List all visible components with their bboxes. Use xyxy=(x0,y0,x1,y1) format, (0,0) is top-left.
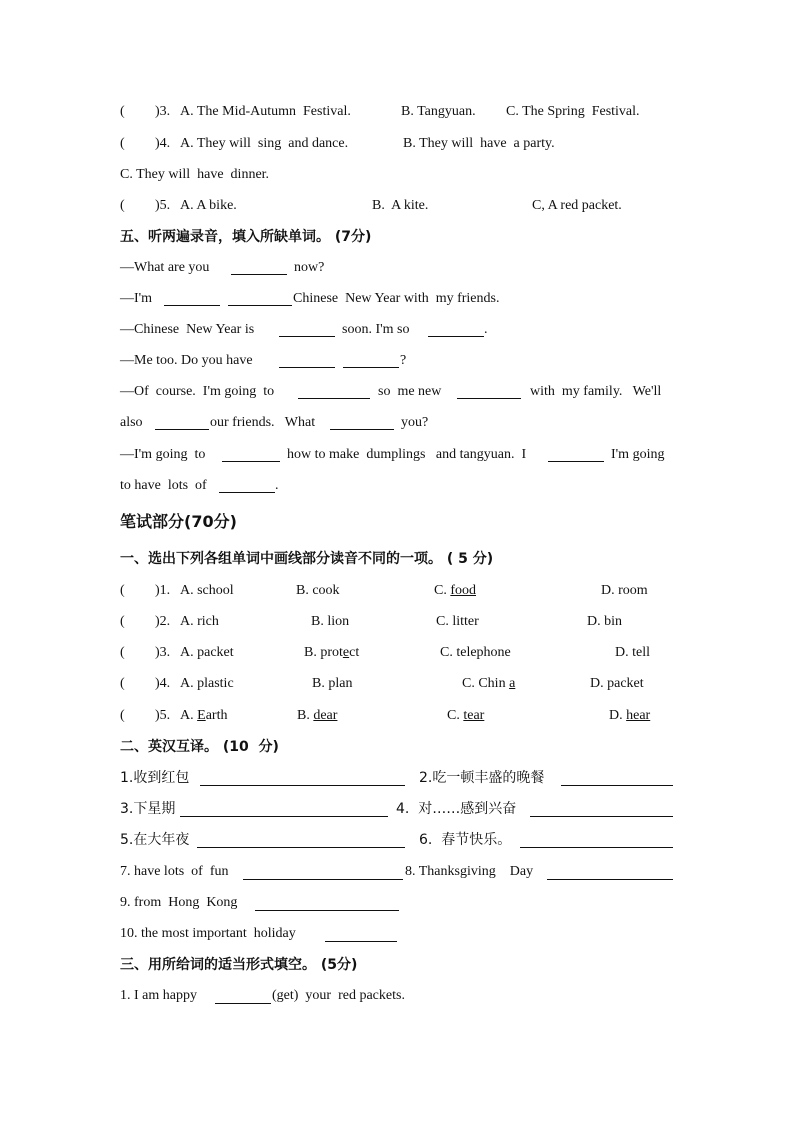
fill-question: (get) your red packets. xyxy=(272,988,405,1003)
dialog-line: also xyxy=(120,415,143,430)
answer-line[interactable] xyxy=(180,816,388,817)
question-number: )1. xyxy=(155,583,171,598)
option-c: C. tear xyxy=(447,708,485,723)
option-a: A. plastic xyxy=(180,676,234,691)
question-number: )3. xyxy=(155,104,171,119)
option-a: A. A bike. xyxy=(180,198,237,213)
dialog-line: soon. I'm so xyxy=(342,322,410,337)
translation-item: 6. 春节快乐。 xyxy=(419,832,512,848)
blank-line[interactable] xyxy=(548,461,604,462)
dialog-line: . xyxy=(275,478,279,493)
paren-open: ( xyxy=(120,645,125,660)
blank-line[interactable] xyxy=(428,336,484,337)
option-b: B. cook xyxy=(296,583,340,598)
option-d: D. room xyxy=(601,583,648,598)
option-b: B. dear xyxy=(297,708,338,723)
translation-item: 8. Thanksgiving Day xyxy=(405,864,534,879)
paren-open: ( xyxy=(120,583,125,598)
blank-line[interactable] xyxy=(231,274,287,275)
section-title: 五、听两遍录音，填入所缺单词。 (7分) xyxy=(120,229,372,245)
dialog-line: to have lots of xyxy=(120,478,207,493)
dialog-line: ? xyxy=(400,353,407,368)
blank-line[interactable] xyxy=(155,429,209,430)
translation-item: 3.下星期 xyxy=(120,801,176,817)
translation-item: 7. have lots of fun xyxy=(120,864,229,879)
translation-item: 1.收到红包 xyxy=(120,770,190,786)
dialog-line: so me new xyxy=(378,384,442,399)
translation-item: 9. from Hong Kong xyxy=(120,895,238,910)
translation-item: 5.在大年夜 xyxy=(120,832,190,848)
paren-open: ( xyxy=(120,136,125,151)
option-c: C. The Spring Festival. xyxy=(506,104,640,119)
blank-line[interactable] xyxy=(457,398,521,399)
translation-item: 2.吃一顿丰盛的晚餐 xyxy=(419,770,545,786)
translation-item: 4. 对……感到兴奋 xyxy=(396,801,517,817)
blank-line[interactable] xyxy=(298,398,370,399)
option-c: C. telephone xyxy=(440,645,511,660)
option-a: A. school xyxy=(180,583,234,598)
question-number: )2. xyxy=(155,614,171,629)
dialog-line: with my family. We'll xyxy=(530,384,662,399)
blank-line[interactable] xyxy=(279,367,335,368)
dialog-line: Chinese New Year with my friends. xyxy=(293,291,500,306)
dialog-line: now? xyxy=(294,260,325,275)
option-d: D. tell xyxy=(615,645,650,660)
option-b: B. lion xyxy=(311,614,350,629)
dialog-line: —I'm going to xyxy=(120,447,206,462)
option-a: A. rich xyxy=(180,614,219,629)
dialog-line: you? xyxy=(401,415,429,430)
option-c: C. Chin a xyxy=(462,676,516,691)
section-title: 一、选出下列各组单词中画线部分读音不同的一项。 ( 5 分) xyxy=(120,551,494,567)
option-d: D. bin xyxy=(587,614,622,629)
option-b: B. Tangyuan. xyxy=(401,104,476,119)
question-number: )4. xyxy=(155,676,171,691)
dialog-line: . xyxy=(484,322,488,337)
blank-line[interactable] xyxy=(164,305,220,306)
answer-line[interactable] xyxy=(243,879,403,880)
answer-line[interactable] xyxy=(197,847,405,848)
paren-open: ( xyxy=(120,104,125,119)
part-title: 笔试部分(70分) xyxy=(120,512,237,531)
section-title: 二、英汉互译。 (10 分) xyxy=(120,739,279,755)
option-b: B. They will have a party. xyxy=(403,136,555,151)
option-b: B. plan xyxy=(312,676,353,691)
blank-line[interactable] xyxy=(228,305,292,306)
dialog-line: —Chinese New Year is xyxy=(120,322,255,337)
question-number: )4. xyxy=(155,136,171,151)
dialog-line: I'm going xyxy=(611,447,665,462)
blank-line[interactable] xyxy=(330,429,394,430)
blank-line[interactable] xyxy=(343,367,399,368)
answer-line[interactable] xyxy=(255,910,399,911)
question-number: )5. xyxy=(155,708,171,723)
question-number: )3. xyxy=(155,645,171,660)
option-c: C. litter xyxy=(436,614,479,629)
dialog-line: —I'm xyxy=(120,291,153,306)
translation-item: 10. the most important holiday xyxy=(120,926,296,941)
answer-line[interactable] xyxy=(530,816,673,817)
option-d: D. hear xyxy=(609,708,651,723)
answer-line[interactable] xyxy=(561,785,673,786)
answer-line[interactable] xyxy=(200,785,405,786)
question-number: )5. xyxy=(155,198,171,213)
dialog-line: —Of course. I'm going to xyxy=(120,384,275,399)
blank-line[interactable] xyxy=(215,1003,271,1004)
option-a: A. They will sing and dance. xyxy=(180,136,349,151)
section-title: 三、用所给词的适当形式填空。 (5分) xyxy=(120,957,358,973)
paren-open: ( xyxy=(120,676,125,691)
option-a: A. Earth xyxy=(180,708,228,723)
dialog-line: —Me too. Do you have xyxy=(120,353,253,368)
paren-open: ( xyxy=(120,614,125,629)
dialog-line: —What are you xyxy=(120,260,210,275)
option-c: C, A red packet. xyxy=(532,198,622,213)
blank-line[interactable] xyxy=(279,336,335,337)
option-d: D. packet xyxy=(590,676,644,691)
answer-line[interactable] xyxy=(520,847,673,848)
option-b: B. protect xyxy=(304,645,360,660)
dialog-line: our friends. What xyxy=(210,415,316,430)
blank-line[interactable] xyxy=(219,492,275,493)
fill-question: 1. I am happy xyxy=(120,988,197,1003)
option-c: C. They will have dinner. xyxy=(120,167,270,182)
answer-line[interactable] xyxy=(547,879,673,880)
option-c: C. food xyxy=(434,583,477,598)
option-a: A. The Mid-Autumn Festival. xyxy=(180,104,351,119)
blank-line[interactable] xyxy=(222,461,280,462)
paren-open: ( xyxy=(120,708,125,723)
dialog-line: how to make dumplings and tangyuan. I xyxy=(287,447,527,462)
paren-open: ( xyxy=(120,198,125,213)
option-a: A. packet xyxy=(180,645,234,660)
answer-line[interactable] xyxy=(325,941,397,942)
option-b: B. A kite. xyxy=(372,198,429,213)
